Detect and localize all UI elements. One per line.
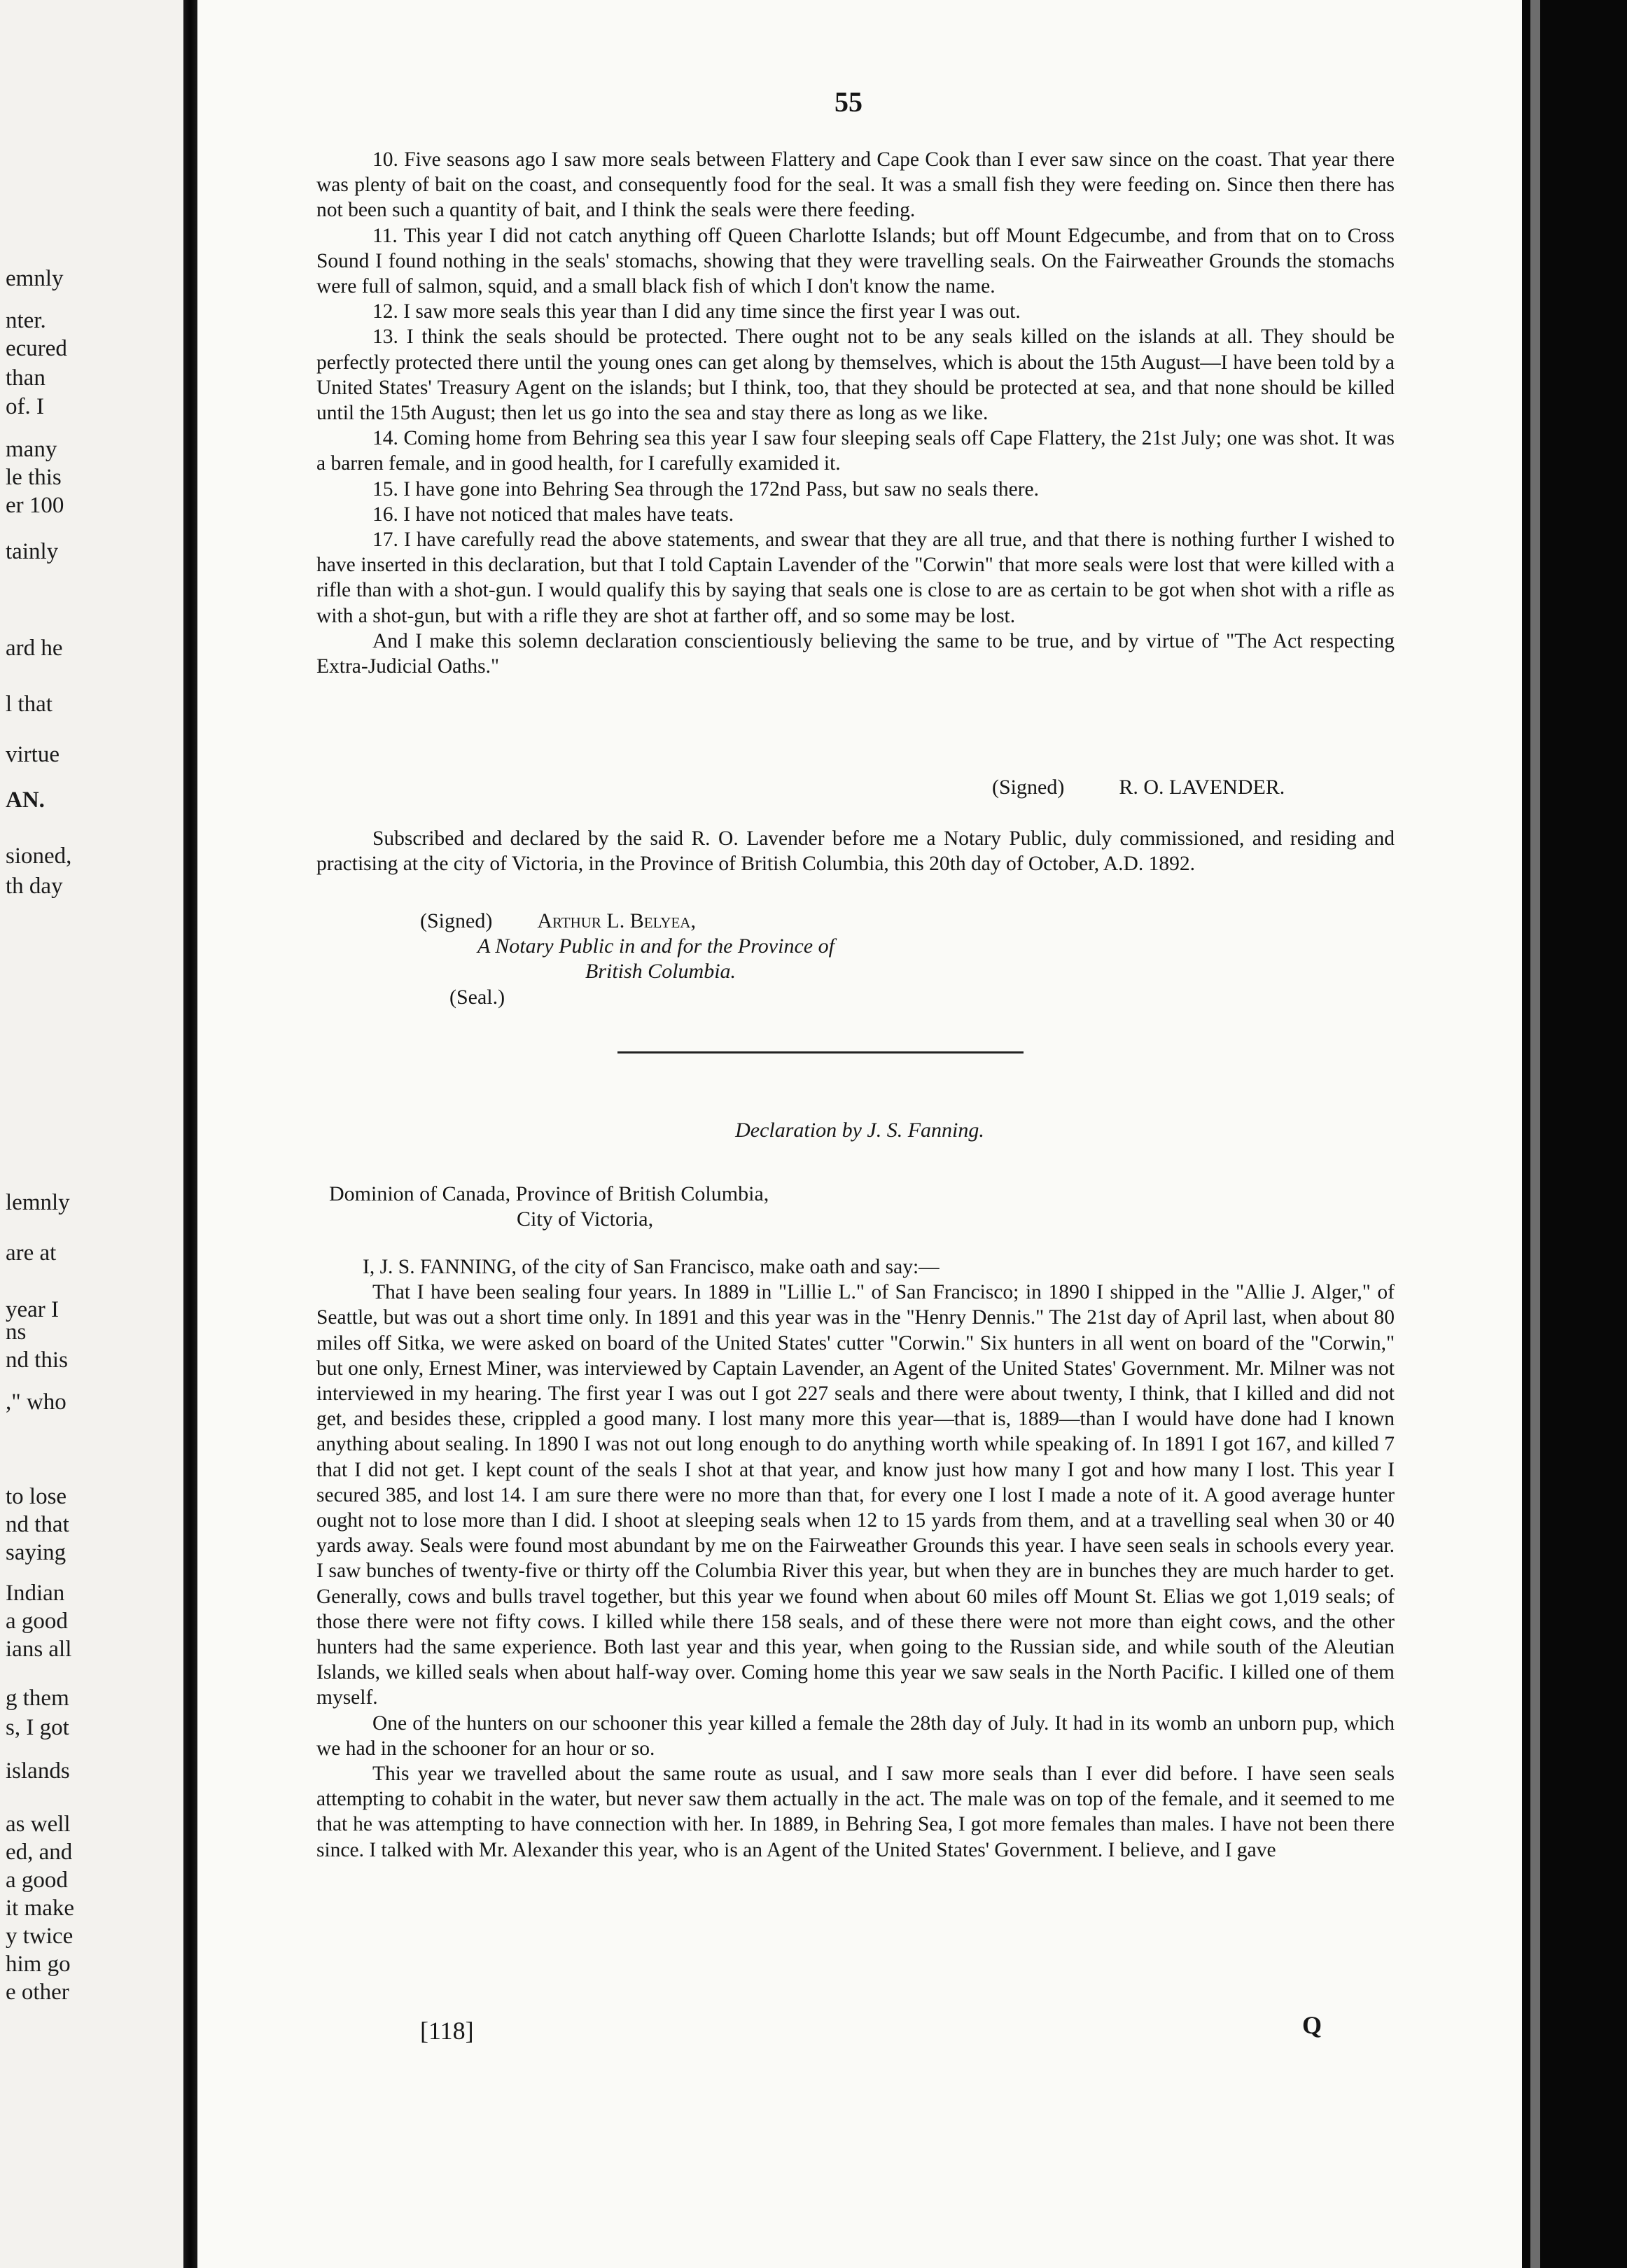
signed-label: (Signed) (992, 776, 1065, 799)
facing-page-fragment: lemnly (6, 1190, 70, 1215)
facing-page-fragment: than (6, 365, 46, 391)
facing-page-fragment: of. I (6, 394, 44, 419)
facing-page-fragment: ard he (6, 636, 63, 661)
fanning-paragraph-2: One of the hunters on our schooner this year killed a female the 28th day of July. It had in its womb an unborn pup, which we had in the schooner for an hour or so. (316, 1712, 1395, 1760)
notary-title-line1: A Notary Public in and for the Province of (477, 934, 835, 958)
facing-page-fragment: tainly (6, 539, 59, 564)
lavender-declaration-body (316, 147, 1395, 679)
fanning-paragraph-1: That I have been sealing four years. In 1889 in "Lillie L." of San Francisco; in 1890 I shipped in the "Allie J. Alger," of Seattle, but was out a short time only. In 1891 and this year was in the "Henry Dennis." The 21st day of April last, when about 80 miles off Sitka, we were asked on board of the United States' cutter "Corwin." Six hunters in all went on board of the "Corwin," but one only, Ernest Miner, was interviewed by Captain Lavender, an Agent of the United States' Government. Mr. Milner was not interviewed in my hearing. The first year I was out I got 227 seals and there were about twenty, I think, that I killed and did not get, and besides these, crippled a good many. I lost many more this year—that is, 1889—than I would have done had I known anything about sealing. In 1890 I was not out long enough to do anything worth while speaking of. In 1891 I got 167, and killed 7 that I did not get. I kept count of the seals I shot at that year, and know just how many I got and how many I lost. This year I secured 385, and lost 14. I am sure there were no more than that, for every one I lost I made a note of it. A good average hunter ought not to lose more than I did. I shoot at sleeping seals when 12 to 15 yards from them, and at a travelling seal when 30 or 40 yards away. Seals were found most abundant by me on the Fairweather Grounds this year. I have seen seals in schools every year. I saw bunches of twenty-five or thirty off the Columbia River this year, but when they are in bunches they are much harder to get. Generally, cows and bulls travel together, but this year we found when about 60 miles off Mount St. Elias we got 1,019 seals; of those there were not fifty cows. I killed while there 158 seals, and of these there were not more than eight cows, and the other hunters had the same experience. Both last year and this year, when going to the Russian side, and while south of the Aleutian Islands, we killed seals when about half-way over. Coming home this year we saw seals in the North Pacific. I killed one of them myself. (316, 1281, 1395, 1709)
facing-page-fragment: nter. (6, 308, 46, 333)
facing-page-fragment: sioned, (6, 844, 72, 869)
facing-page-fragment: y twice (6, 1924, 74, 1949)
facing-page-fragment: nd that (6, 1512, 69, 1537)
declaration-title: Declaration by J. S. Fanning. (735, 1119, 984, 1142)
facing-page-fragment: it make (6, 1896, 75, 1921)
subscribed-block (316, 826, 1395, 876)
footer-sheet-number: [118] (420, 2017, 474, 2045)
paragraph-16: 16. I have not noticed that males have teats. (372, 503, 734, 526)
footer-signature-mark: Q (1302, 2011, 1322, 2039)
facing-page-fragment: AN. (6, 788, 45, 813)
page-number: 55 (835, 86, 863, 118)
facing-page-fragment: virtue (6, 742, 60, 767)
facing-page-fragment: le this (6, 465, 62, 490)
facing-page-fragment: ecured (6, 336, 67, 361)
document-page (197, 0, 1522, 2268)
facing-page-fragment: islands (6, 1758, 70, 1784)
facing-page-fragment: ians all (6, 1637, 72, 1662)
facing-page-fragment: th day (6, 874, 63, 899)
facing-page-fragment: year I (6, 1297, 60, 1322)
fanning-declaration-body (316, 1254, 1395, 1863)
notary-name: Arthur L. Belyea, (537, 909, 696, 932)
facing-page-fragment: a good (6, 1609, 68, 1634)
facing-page-fragment: nd this (6, 1348, 68, 1373)
solemn-declaration: And I make this solemn declaration conscientiously believing the same to be true, and by virtue of "The Act respecting Extra-Judicial Oaths." (316, 629, 1395, 678)
facing-page-fragment: Indian (6, 1581, 65, 1606)
page-edge (1522, 0, 1627, 2268)
fanning-paragraph-3: This year we travelled about the same route as usual, and I saw more seals than I ever did before. I have seen seals attempting to cohabit in the water, but never saw them actually in the act. The male was on top of the female, and it seemed to me that he was attempting to have connection with her. In 1889, in Behring Sea, I got more females than males. I have not been there since. I talked with Mr. Alexander this year, who is an Agent of the United States' Government. I believe, and I gave (316, 1763, 1395, 1861)
facing-page-fragment: him go (6, 1952, 71, 1977)
facing-page-fragment: s, I got (6, 1715, 69, 1740)
notary-title-line2: British Columbia. (585, 960, 736, 983)
signer-name: R. O. LAVENDER. (1119, 776, 1285, 799)
paragraph-13: 13. I think the seals should be protected. There ought not to be any seals killed on the islands at all. They should be perfectly protected there until the young ones can get along by themselves, which is about the 15th August—I have been told by a United States' Treasury Agent on the islands; but I think, too, that they should be protected at sea, and that none should be killed until the 15th August; then let us go into the sea and stay there as long as we like. (316, 326, 1395, 425)
dominion-line1: Dominion of Canada, Province of British Columbia, (329, 1182, 769, 1205)
lavender-signature (992, 776, 1285, 799)
paragraph-10: 10. Five seasons ago I saw more seals between Flattery and Cape Cook than I ever saw since on the coast. That year there was plenty of bait on the coast, and consequently food for the seal. It was a small fish they were feeding on. Since then there has not been such a quantity of bait, and I think the seals were there feeding. (316, 148, 1395, 222)
notary-signature (420, 909, 835, 984)
book-gutter (183, 0, 197, 2268)
section-divider (617, 1051, 1024, 1054)
paragraph-11: 11. This year I did not catch anything off Queen Charlotte Islands; but off Mount Edgecumbe, and from that on to Cross Sound I found nothing in the seals' stomachs, showing that they were travelling seals. On the Fairweather Grounds the stomachs were full of salmon, squid, and a small black fish of which I don't know the name. (316, 224, 1395, 298)
page-edge-strip (1530, 0, 1540, 2268)
facing-page-fragment: saying (6, 1540, 67, 1565)
facing-page-fragment: a good (6, 1868, 68, 1893)
facing-page-fragment: g them (6, 1686, 69, 1711)
paragraph-12: 12. I saw more seals this year than I did any time since the first year I was out. (372, 300, 1021, 323)
facing-page-fragment: er 100 (6, 493, 64, 518)
facing-page (0, 0, 183, 2268)
facing-page-fragment: ," who (6, 1390, 67, 1415)
facing-page-fragment: ed, and (6, 1840, 73, 1865)
notary-signed-label: (Signed) (420, 909, 493, 932)
paragraph-17: 17. I have carefully read the above statements, and swear that they are all true, and that there is nothing further I wished to have inserted in this declaration, but that I told Captain Lavender of the "Corwin" that more seals were lost that were killed with a rifle than with a shot-gun. I would qualify this by saying that seals one is close to are as certain to be got when shot with a rifle as with a shot-gun, but with a rifle they are shot at farther off, and so some may be lost. (316, 528, 1395, 627)
facing-page-fragment: l that (6, 692, 53, 717)
facing-page-fragment: many (6, 437, 57, 462)
facing-page-fragment: to lose (6, 1484, 67, 1509)
dominion-heading (329, 1182, 769, 1232)
paragraph-14: 14. Coming home from Behring sea this year I saw four sleeping seals off Cape Flattery, the 21st July; one was shot. It was a barren female, and in good health, for I carefully examided it. (316, 427, 1395, 475)
facing-page-fragment: ns (6, 1320, 27, 1345)
facing-page-fragment: emnly (6, 266, 64, 291)
notary-seal: (Seal.) (449, 986, 505, 1009)
facing-page-fragment: as well (6, 1812, 71, 1837)
subscribed-text: Subscribed and declared by the said R. O. Lavender before me a Notary Public, duly commissioned, and residing and practising at the city of Victoria, in the Province of British Columbia, this 20th day of October, A.D. 1892. (316, 827, 1395, 876)
facing-page-fragment: are at (6, 1240, 57, 1266)
dominion-line2: City of Victoria, (517, 1208, 654, 1231)
fanning-oath: I, J. S. FANNING, of the city of San Francisco, make oath and say:— (363, 1256, 940, 1278)
facing-page-fragment: e other (6, 1980, 69, 2005)
paragraph-15: 15. I have gone into Behring Sea through the 172nd Pass, but saw no seals there. (372, 477, 1040, 500)
